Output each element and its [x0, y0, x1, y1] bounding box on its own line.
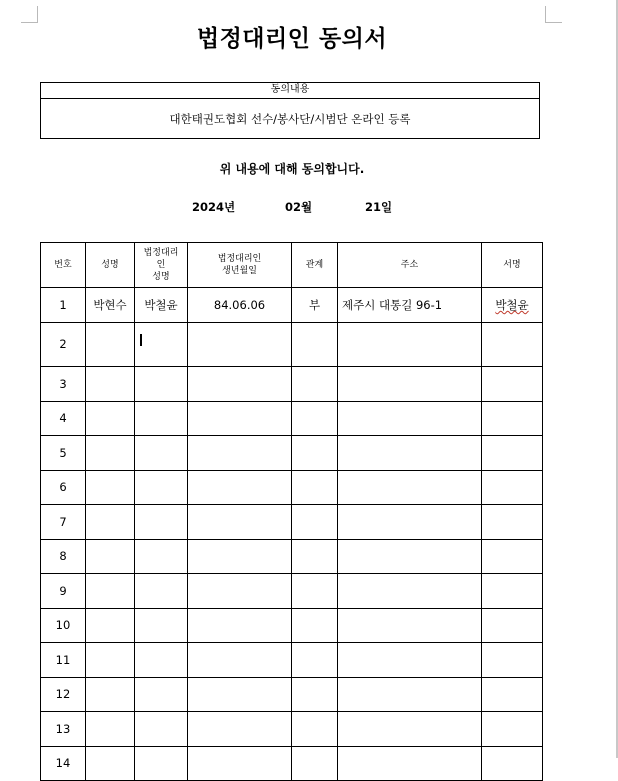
header-signature[interactable]: 서명: [482, 243, 543, 288]
cell-signature[interactable]: [482, 712, 543, 747]
cell-no-text: 6: [59, 480, 67, 495]
cell-birth[interactable]: [188, 574, 292, 609]
cell-no[interactable]: [41, 746, 86, 781]
cell-guardian[interactable]: [135, 401, 188, 436]
cell-name[interactable]: [86, 712, 135, 747]
cell-no[interactable]: [41, 677, 86, 712]
header-relation[interactable]: 관계: [292, 243, 338, 288]
header-guardian-birth[interactable]: [188, 243, 292, 288]
cell-relation[interactable]: [292, 367, 338, 402]
cell-guardian[interactable]: [135, 436, 188, 471]
cell-no[interactable]: [41, 574, 86, 609]
table-row: [41, 322, 543, 367]
table-row: [41, 401, 543, 436]
cell-signature[interactable]: [482, 322, 543, 367]
cell-guardian[interactable]: [135, 574, 188, 609]
cell-signature[interactable]: [482, 677, 543, 712]
cell-no[interactable]: [41, 712, 86, 747]
cell-guardian[interactable]: [135, 470, 188, 505]
cell-guardian[interactable]: [135, 643, 188, 678]
cell-relation[interactable]: [292, 677, 338, 712]
table-row: [41, 505, 543, 540]
cell-name[interactable]: [86, 608, 135, 643]
cell-birth[interactable]: [188, 505, 292, 540]
cell-address[interactable]: [338, 470, 482, 505]
cell-guardian-text: 박철윤: [144, 297, 178, 312]
cell-name[interactable]: [86, 436, 135, 471]
cell-address[interactable]: [338, 643, 482, 678]
cell-name[interactable]: [86, 367, 135, 402]
table-row: [41, 643, 543, 678]
cell-name[interactable]: [86, 322, 135, 367]
cell-guardian[interactable]: [135, 608, 188, 643]
cell-relation[interactable]: [292, 643, 338, 678]
cell-signature[interactable]: [482, 367, 543, 402]
cell-relation[interactable]: [292, 288, 338, 323]
cell-no-text: 7: [59, 514, 67, 529]
cell-name[interactable]: [86, 574, 135, 609]
date-year[interactable]: 2024년: [192, 200, 236, 214]
cell-birth[interactable]: [188, 436, 292, 471]
cell-birth[interactable]: [188, 746, 292, 781]
cell-guardian[interactable]: [135, 288, 188, 323]
cell-guardian[interactable]: [135, 505, 188, 540]
cell-no-text: 5: [59, 445, 67, 460]
consent-header[interactable]: 동의내용: [41, 83, 539, 99]
table-row: [41, 712, 543, 747]
cell-relation[interactable]: [292, 574, 338, 609]
cell-relation[interactable]: [292, 470, 338, 505]
cell-no[interactable]: [41, 288, 86, 323]
cell-birth[interactable]: [188, 470, 292, 505]
cell-signature[interactable]: [482, 539, 543, 574]
cell-no-text: 9: [59, 583, 67, 598]
cell-address[interactable]: [338, 746, 482, 781]
cell-no-text: 4: [59, 411, 67, 426]
cell-signature[interactable]: [482, 643, 543, 678]
cell-address[interactable]: [338, 288, 482, 323]
cell-guardian[interactable]: [135, 322, 188, 367]
guardian-table: [40, 242, 543, 781]
cell-birth[interactable]: [188, 643, 292, 678]
cell-address[interactable]: [338, 436, 482, 471]
cell-no-text: 8: [59, 549, 67, 564]
cell-birth[interactable]: [188, 712, 292, 747]
date-month[interactable]: 02월: [285, 200, 313, 214]
cell-relation[interactable]: [292, 539, 338, 574]
cell-signature[interactable]: [482, 401, 543, 436]
cell-no-text: 11: [55, 652, 71, 667]
cell-signature[interactable]: [482, 436, 543, 471]
header-name[interactable]: 성명: [86, 243, 135, 288]
date-day[interactable]: 21일: [365, 200, 393, 214]
cell-no-text: 10: [55, 618, 71, 633]
cell-address[interactable]: [338, 401, 482, 436]
cell-no[interactable]: [41, 608, 86, 643]
cell-address[interactable]: [338, 677, 482, 712]
table-row: [41, 470, 543, 505]
cell-relation[interactable]: [292, 322, 338, 367]
cell-birth[interactable]: [188, 677, 292, 712]
cell-no[interactable]: [41, 643, 86, 678]
header-no[interactable]: 번호: [41, 243, 86, 288]
cell-signature[interactable]: [482, 288, 543, 323]
table-row: [41, 539, 543, 574]
header-guardian-birth-line1: 법정대리인: [217, 254, 262, 264]
cell-name[interactable]: [86, 643, 135, 678]
cell-no[interactable]: [41, 505, 86, 540]
cell-name[interactable]: [86, 401, 135, 436]
cell-address[interactable]: [338, 608, 482, 643]
cell-no-text: 3: [59, 376, 67, 391]
cell-address-text: 제주시 대통길 96-1: [342, 297, 443, 312]
table-row: [41, 288, 543, 323]
consent-body[interactable]: 대한태권도협회 선수/봉사단/시범단 온라인 등록: [169, 112, 411, 126]
cell-no-text: 2: [59, 337, 67, 352]
header-guardian-birth-line2: 생년월일: [222, 266, 257, 276]
cell-name[interactable]: [86, 677, 135, 712]
cell-relation[interactable]: [292, 401, 338, 436]
cell-name[interactable]: [86, 746, 135, 781]
cell-signature[interactable]: [482, 608, 543, 643]
cell-birth[interactable]: [188, 539, 292, 574]
cell-no-text: 13: [55, 721, 71, 736]
table-header-row: [41, 243, 543, 288]
cell-guardian[interactable]: [135, 539, 188, 574]
cell-birth[interactable]: [188, 608, 292, 643]
table-row: [41, 746, 543, 781]
table-row: [41, 608, 543, 643]
cell-signature[interactable]: [482, 470, 543, 505]
table-row: [41, 367, 543, 402]
table-row: [41, 677, 543, 712]
table-row: [41, 574, 543, 609]
table-row: [41, 436, 543, 471]
cell-address[interactable]: [338, 712, 482, 747]
cell-guardian[interactable]: [135, 677, 188, 712]
header-guardian-name[interactable]: [135, 243, 188, 288]
cell-no[interactable]: [41, 539, 86, 574]
consent-box: [40, 82, 540, 139]
cell-birth[interactable]: [188, 401, 292, 436]
cell-no-text: 1: [59, 297, 67, 312]
cell-address[interactable]: [338, 367, 482, 402]
header-guardian-name-line3: 성명: [152, 272, 170, 282]
cell-relation[interactable]: [292, 746, 338, 781]
cell-no[interactable]: [41, 436, 86, 471]
agree-statement[interactable]: 위 내용에 대해 동의합니다.: [219, 162, 365, 176]
cell-address[interactable]: [338, 539, 482, 574]
cell-no[interactable]: [41, 322, 86, 367]
cell-birth[interactable]: [188, 322, 292, 367]
cell-name[interactable]: [86, 539, 135, 574]
cell-no[interactable]: [41, 401, 86, 436]
cell-relation[interactable]: [292, 505, 338, 540]
cell-name[interactable]: [86, 505, 135, 540]
text-cursor: [140, 334, 142, 346]
cell-signature[interactable]: [482, 574, 543, 609]
cell-relation[interactable]: [292, 436, 338, 471]
cell-relation[interactable]: [292, 608, 338, 643]
header-guardian-name-line1: 법정대리: [143, 248, 179, 258]
cell-guardian[interactable]: [135, 712, 188, 747]
header-guardian-name-line2: 인: [156, 260, 166, 270]
document-title[interactable]: 법정대리인 동의서: [196, 25, 388, 52]
cell-guardian[interactable]: [135, 746, 188, 781]
cell-birth[interactable]: [188, 288, 292, 323]
cell-address[interactable]: [338, 505, 482, 540]
cell-relation[interactable]: [292, 712, 338, 747]
cell-signature-text: 박철윤: [495, 297, 529, 312]
cell-signature[interactable]: [482, 746, 543, 781]
cell-guardian[interactable]: [135, 367, 188, 402]
cell-birth[interactable]: [188, 367, 292, 402]
cell-birth-text: 84.06.06: [213, 297, 266, 312]
cell-no[interactable]: [41, 367, 86, 402]
cell-no[interactable]: [41, 470, 86, 505]
cell-relation-text: 부: [308, 297, 321, 312]
cell-no-text: 12: [55, 687, 71, 702]
cell-name-text: 박현수: [93, 297, 127, 312]
cell-name[interactable]: [86, 288, 135, 323]
cell-address[interactable]: [338, 574, 482, 609]
cell-name[interactable]: [86, 470, 135, 505]
cell-signature[interactable]: [482, 505, 543, 540]
cell-no-text: 14: [55, 756, 71, 771]
cell-address[interactable]: [338, 322, 482, 367]
header-address[interactable]: 주소: [338, 243, 482, 288]
